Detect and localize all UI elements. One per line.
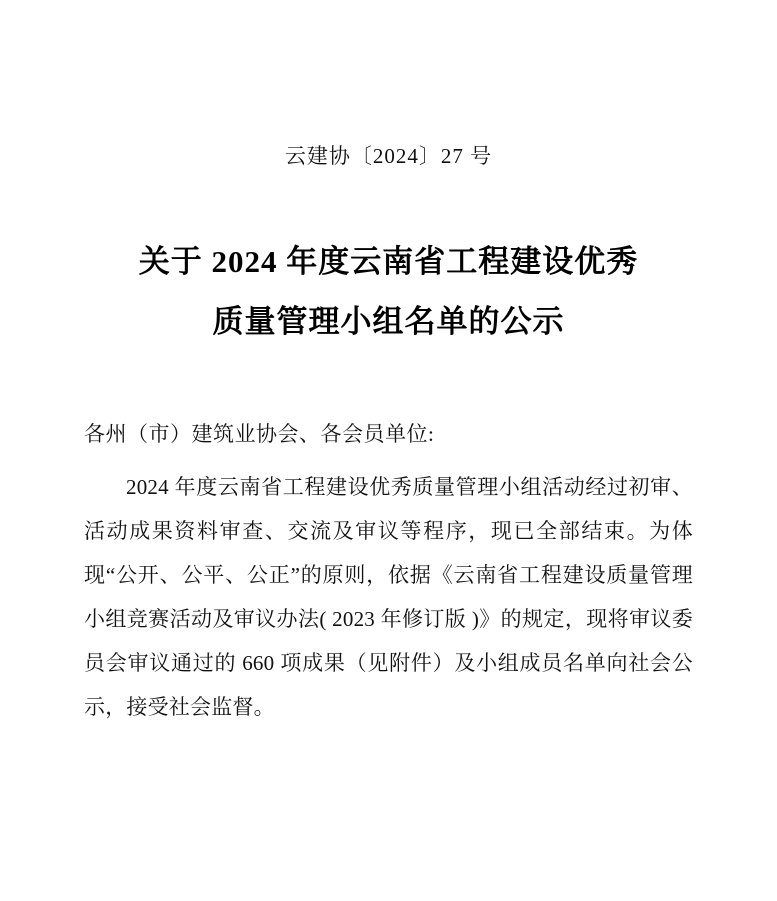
document-page xyxy=(0,140,777,901)
document-title-line-1: 关于 2024 年度云南省工程建设优秀 xyxy=(138,244,639,279)
document-salutation: 各州（市）建筑业协会、各会员单位: xyxy=(84,421,435,446)
document-body xyxy=(84,465,693,730)
document-number: 云建协〔2024〕27 号 xyxy=(284,144,493,168)
body-paragraph-1: 2024 年度云南省工程建设优秀质量管理小组活动经过初审、活动成果资料审查、交流及审议等程序，现已全部结束。为体现“公开、公平、公正”的原则，依据《云南省工程建设质量管理小组竞赛活动及审议办法( 2023 年修订版 )》的规定，现将审议委员会审议通过的 660 项成果（见附件）及小组成员名单向社会公示，接受社会监督。 xyxy=(84,474,693,720)
document-title xyxy=(84,232,693,353)
document-title-line-2: 质量管理小组名单的公示 xyxy=(212,304,565,340)
